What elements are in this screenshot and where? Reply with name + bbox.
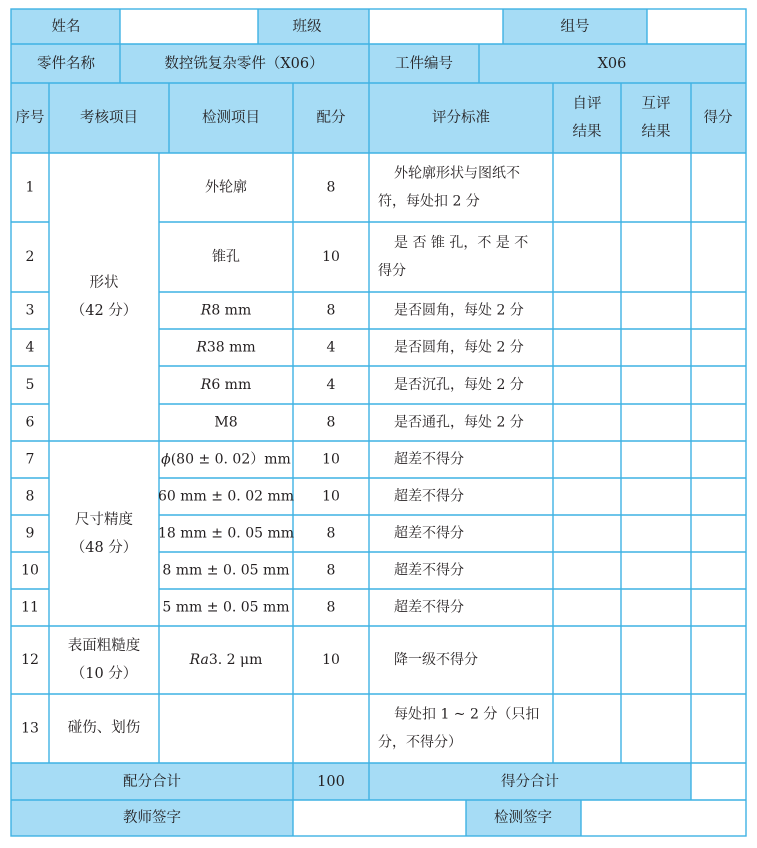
col-check-item: 检测项目 bbox=[202, 110, 260, 126]
col-peer-eval-2: 结果 bbox=[641, 124, 671, 140]
part-name-label: 零件名称 bbox=[37, 56, 95, 72]
criteria: 超差不得分 bbox=[394, 451, 464, 468]
group-roughness-line1: 表面粗糙度 bbox=[67, 638, 141, 654]
group-dimension-line1: 尺寸精度 bbox=[75, 512, 133, 528]
row-points: 8 bbox=[326, 599, 336, 616]
row-number: 4 bbox=[25, 339, 35, 356]
workpiece-no-value: X06 bbox=[597, 56, 627, 72]
check-item bbox=[189, 652, 263, 668]
check-item-value: 6 mm bbox=[211, 377, 252, 393]
criteria: 超差不得分 bbox=[394, 488, 464, 505]
score-total-label: 得分合计 bbox=[501, 774, 559, 790]
points-total-label: 配分合计 bbox=[123, 774, 181, 790]
check-item-symbol: R bbox=[200, 377, 212, 393]
criteria-line2: 得分 bbox=[378, 263, 406, 279]
row-number: 6 bbox=[25, 414, 35, 431]
col-peer-eval-1: 互评 bbox=[641, 96, 671, 112]
check-item bbox=[161, 452, 291, 468]
criteria-line2: 符，每处扣 2 分 bbox=[378, 193, 480, 210]
check-item: 5 mm ± 0. 05 mm bbox=[162, 599, 290, 616]
check-item: 60 mm ± 0. 02 mm bbox=[157, 488, 295, 505]
criteria: 是否圆角，每处 2 分 bbox=[394, 339, 524, 356]
col-assess-item: 考核项目 bbox=[80, 110, 138, 126]
part-name-value: 数控铣复杂零件（X06） bbox=[164, 56, 324, 72]
row-number: 1 bbox=[25, 179, 35, 196]
group-roughness-line2: （10 分） bbox=[70, 666, 138, 682]
check-item-value: 8 mm bbox=[211, 302, 252, 319]
col-self-eval-1: 自评 bbox=[572, 96, 602, 112]
col-points: 配分 bbox=[316, 110, 346, 126]
check-item-symbol: Ra bbox=[189, 652, 209, 668]
row-number: 9 bbox=[25, 525, 35, 542]
row-points: 8 bbox=[326, 562, 336, 579]
criteria: 超差不得分 bbox=[394, 525, 464, 542]
check-item-value: 38 mm bbox=[206, 339, 256, 356]
criteria-line1: 每处扣 1 ~ 2 分（只扣 bbox=[394, 706, 540, 723]
workpiece-no-label: 工件编号 bbox=[395, 56, 453, 72]
criteria-line2: 分，不得分） bbox=[378, 734, 462, 751]
row-number: 5 bbox=[25, 377, 35, 393]
row-number: 11 bbox=[21, 599, 39, 616]
group-dimension-line2: （48 分） bbox=[70, 540, 138, 556]
row-points: 4 bbox=[326, 339, 336, 356]
row-points: 4 bbox=[326, 377, 336, 393]
teacher-sign-label: 教师签字 bbox=[123, 810, 181, 826]
group-damage: 碰伤、划伤 bbox=[67, 720, 141, 736]
teacher-sign-field[interactable] bbox=[293, 800, 466, 836]
group-field[interactable] bbox=[647, 9, 746, 44]
check-item-value: (80 ± 0. 02）mm bbox=[170, 451, 291, 468]
student-name-field[interactable] bbox=[120, 9, 258, 44]
inspect-sign-field[interactable] bbox=[581, 800, 746, 836]
points-total-value: 100 bbox=[317, 774, 345, 790]
check-item: M8 bbox=[214, 414, 238, 431]
row-points: 8 bbox=[326, 525, 336, 542]
row-points: 10 bbox=[322, 451, 340, 468]
col-self-eval-2: 结果 bbox=[572, 124, 602, 140]
criteria: 超差不得分 bbox=[394, 562, 464, 579]
check-item bbox=[200, 377, 251, 393]
row-points: 8 bbox=[326, 302, 336, 319]
col-seq: 序号 bbox=[15, 110, 45, 126]
row-points: 10 bbox=[322, 652, 340, 668]
criteria: 超差不得分 bbox=[394, 599, 464, 616]
row-points: 8 bbox=[326, 414, 336, 431]
score-total-field[interactable] bbox=[691, 763, 746, 800]
class-field[interactable] bbox=[369, 9, 503, 44]
check-item bbox=[200, 303, 251, 319]
row-number: 12 bbox=[21, 652, 39, 668]
name-label: 姓名 bbox=[51, 19, 81, 35]
group-shape-line1: 形状 bbox=[89, 275, 119, 291]
row-number: 3 bbox=[25, 302, 35, 319]
check-item: 18 mm ± 0. 05 mm bbox=[157, 525, 295, 542]
criteria: 是否圆角，每处 2 分 bbox=[394, 302, 524, 319]
check-item-symbol: R bbox=[196, 339, 207, 356]
row-number: 2 bbox=[25, 249, 35, 265]
check-item: 外轮廓 bbox=[205, 179, 247, 196]
check-item-symbol: R bbox=[200, 302, 212, 319]
check-item bbox=[195, 340, 255, 356]
row-points: 10 bbox=[322, 249, 340, 265]
criteria-line1: 是 否 锥 孔，不 是 不 bbox=[394, 235, 529, 251]
check-item: 8 mm ± 0. 05 mm bbox=[162, 562, 290, 579]
group-label: 组号 bbox=[560, 19, 590, 35]
check-item-value: 3. 2 μm bbox=[208, 652, 263, 668]
criteria-line1: 外轮廓形状与图纸不 bbox=[394, 165, 520, 182]
class-label: 班级 bbox=[292, 19, 322, 35]
row-number: 7 bbox=[25, 451, 35, 468]
row-number: 10 bbox=[21, 562, 39, 579]
criteria: 是否沉孔，每处 2 分 bbox=[394, 377, 524, 393]
row-points: 8 bbox=[326, 179, 336, 196]
check-item-symbol: ϕ bbox=[161, 451, 171, 468]
row-number: 13 bbox=[21, 720, 39, 737]
row-points: 10 bbox=[322, 488, 340, 505]
col-criteria: 评分标准 bbox=[432, 110, 490, 126]
check-item: 锥孔 bbox=[212, 249, 240, 265]
group-shape-line2: （42 分） bbox=[70, 303, 138, 319]
row-number: 8 bbox=[25, 488, 35, 505]
inspect-sign-label: 检测签字 bbox=[494, 810, 552, 826]
col-score: 得分 bbox=[703, 110, 733, 126]
criteria: 降一级不得分 bbox=[394, 652, 478, 668]
criteria: 是否通孔，每处 2 分 bbox=[394, 414, 524, 431]
